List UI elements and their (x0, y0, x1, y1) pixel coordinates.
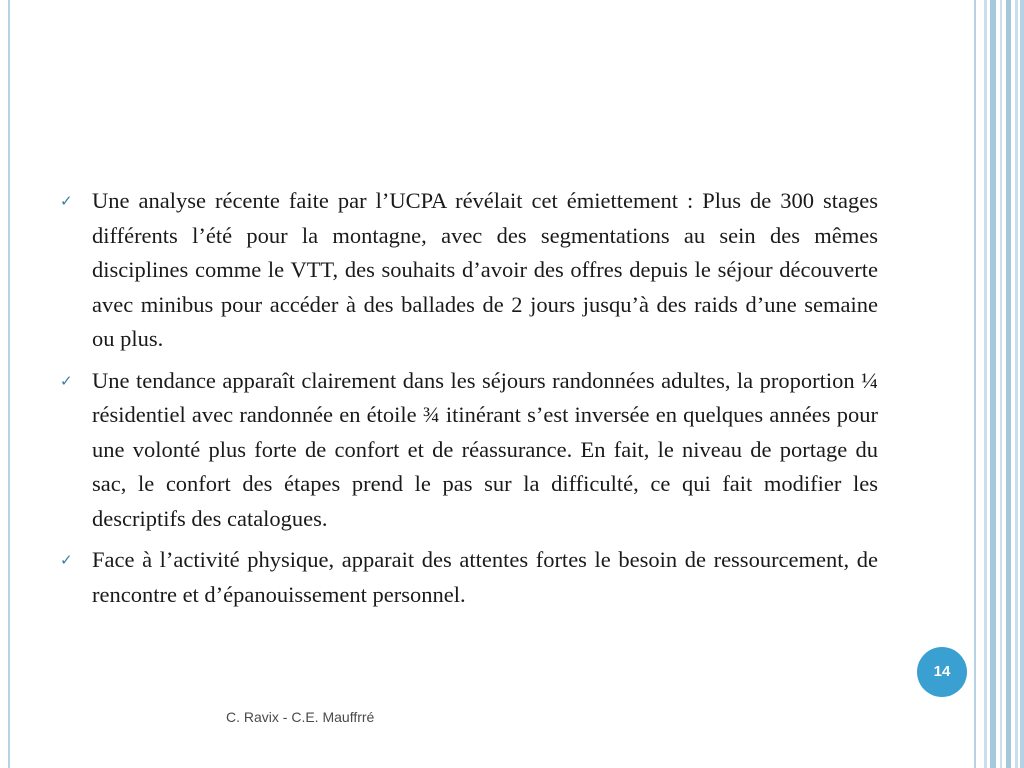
check-icon: ✓ (60, 371, 73, 390)
check-icon: ✓ (60, 192, 73, 210)
bullet-text: Une tendance apparaît clairement dans les séjours randonnées adultes, la proportion ¼ résidentiel avec randonnée en étoile ¾ itinérant s’est inversée en quelques années pour une volonté plus forte de confort et de réassurance. En fait, le niveau de portage du sac, le confort des étapes prend le pas sur la difficulté, ce qui fait modifier les descriptifs des catalogues. (92, 367, 878, 531)
stripe (1000, 0, 1002, 768)
stripe (990, 0, 996, 768)
list-item (60, 364, 878, 537)
frame-left-line (8, 0, 10, 768)
stripe (1006, 0, 1011, 768)
bullet-text: Face à l’activité physique, apparait des attentes fortes le besoin de ressourcement, de rencontre et d’épanouissement personnel. (92, 547, 878, 607)
list-item (60, 543, 878, 612)
stripe (1020, 0, 1024, 768)
bullet-text: Une analyse récente faite par l’UCPA révélait cet émiettement : Plus de 300 stages différents l’été pour la montagne, avec des segmentations au sein des mêmes disciplines comme le VTT, des souhaits d’avoir des offres depuis le séjour découverte avec minibus pour accéder à des ballades de 2 jours jusqu’à des raids d’une semaine ou plus. (92, 188, 878, 351)
page-number-badge: 14 (917, 647, 967, 697)
stripe (1015, 0, 1018, 768)
footer-text: C. Ravix - C.E. Mauffrré (226, 709, 375, 725)
stripe (984, 0, 987, 768)
frame-right-line (974, 0, 976, 768)
decorative-stripes (980, 0, 1024, 768)
list-item (60, 184, 878, 357)
check-icon: ✓ (60, 551, 73, 569)
bullet-list (60, 184, 878, 619)
